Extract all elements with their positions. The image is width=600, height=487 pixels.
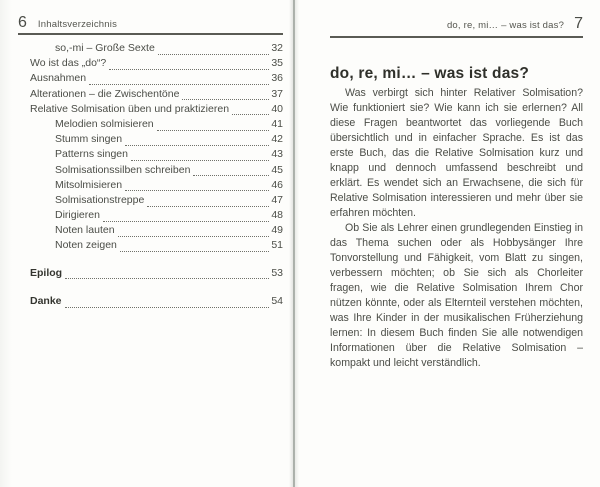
toc-leader-dots: [120, 251, 269, 252]
toc-entry-page-number: 42: [271, 133, 283, 146]
toc-entry: [30, 209, 283, 224]
toc-entry-page-number: 53: [271, 266, 283, 279]
chapter-paragraph: Was verbirgt sich hinter Relativer Solmisation? Wie funktioniert sie? Wie kann ich sie erlernen? All diese Fragen beantwortet das vorliegende Buch übersichtlich und in einfacher Sprache. Es ist das erste Buch, das die Relative Solmisation kurz und knapp und dennoch umfassend beschreibt und erklärt. Es wendet sich an Erwachsene, die sich für Relative Solmisation interessieren und mehr über sie erfahren möchten.: [330, 87, 583, 219]
toc-leader-dots: [232, 114, 269, 115]
right-header-rule: [330, 36, 583, 38]
toc-entry-label: Ausnahmen: [30, 72, 87, 85]
right-running-head: [330, 16, 583, 32]
left-running-head: [18, 15, 283, 31]
toc-entry: [30, 267, 283, 282]
toc-entry-label: Noten lauten: [55, 224, 115, 237]
chapter-paragraph: Ob Sie als Lehrer einen grundlegenden Einstieg in das Thema suchen oder als Hobbysänger Ihre Tonvorstellung und Fähigkeit, vom Blatt zu singen, verbessern möchten; ob Sie sich als Chorleiter fragen, wie die Relative Solmisation Ihrem Chor nützen könnte, oder als Elternteil verstehen möchten, was Ihre Kinder in der musikalischen Früherziehung lernen: In diesem Buch finden Sie alle notwendigen Informationen über die Relative Solmisation – kompakt und leicht verständlich.: [330, 222, 583, 369]
right-page-number: 7: [574, 15, 583, 32]
toc-entry-page-number: 36: [271, 72, 283, 85]
toc-entry: [30, 239, 283, 254]
toc-entry-label: Relative Solmisation üben und praktizieren: [30, 102, 230, 115]
left-header-rule: [18, 33, 283, 35]
toc-leader-dots: [118, 236, 270, 237]
right-running-head-title: do, re, mi… – was ist das?: [446, 20, 565, 31]
toc-entry-label: so,-mi – Große Sexte: [55, 42, 155, 54]
toc-leader-dots: [157, 130, 270, 131]
toc-entry-label: Solmisationssilben schreiben: [55, 163, 191, 176]
toc-entry-page-number: 35: [271, 57, 283, 70]
toc-entry: [30, 118, 283, 133]
toc-leader-dots: [131, 160, 269, 161]
toc-leader-dots: [89, 84, 269, 85]
toc-entry: [30, 164, 283, 179]
toc-entry-label: Patterns singen: [55, 148, 128, 161]
toc-entry-page-number: 40: [271, 102, 283, 115]
toc-entry: [30, 42, 283, 57]
left-page-number: 6: [18, 14, 27, 31]
toc-entry-page-number: 48: [271, 209, 283, 222]
toc-entry-label: Dirigieren: [55, 209, 100, 222]
toc-entry-label: Solmisationstreppe: [55, 193, 145, 206]
toc-leader-dots: [125, 190, 269, 191]
toc-leader-dots: [158, 54, 270, 55]
page-right-chapter: [294, 0, 600, 487]
toc-entry: [30, 194, 283, 209]
toc-entry-label: Stumm singen: [55, 133, 123, 146]
toc-leader-dots: [65, 278, 269, 279]
toc-entry: [30, 103, 283, 118]
table-of-contents: [30, 42, 283, 310]
toc-entry: [30, 88, 283, 103]
toc-leader-dots: [109, 69, 269, 70]
toc-entry-page-number: 45: [271, 163, 283, 176]
toc-leader-dots: [103, 221, 269, 222]
toc-entry-label: Danke: [30, 294, 62, 307]
toc-entry-label: Noten zeigen: [55, 239, 117, 252]
toc-entry-page-number: 49: [271, 224, 283, 237]
toc-entry-page-number: 41: [271, 117, 283, 130]
toc-entry: [30, 133, 283, 148]
toc-entry: [30, 148, 283, 163]
toc-entry: [30, 295, 283, 310]
toc-entry: [30, 224, 283, 239]
toc-entry-page-number: 32: [271, 42, 283, 54]
toc-leader-dots: [125, 145, 269, 146]
toc-leader-dots: [182, 99, 269, 100]
toc-entry-label: Alterationen – die Zwischentöne: [30, 87, 180, 100]
toc-leader-dots: [65, 307, 270, 308]
chapter-title: do, re, mi… – was ist das?: [330, 65, 530, 83]
toc-leader-dots: [193, 175, 269, 176]
toc-entry: [30, 179, 283, 194]
toc-entry-page-number: 51: [271, 239, 283, 252]
toc-entry-page-number: 54: [271, 294, 283, 307]
left-running-head-title: Inhaltsverzeichnis: [37, 19, 118, 30]
toc-entry: [30, 57, 283, 72]
toc-entry-label: Wo ist das „do“?: [30, 57, 107, 70]
chapter-body: [330, 86, 583, 371]
toc-entry-label: Melodien solmisieren: [55, 117, 154, 130]
toc-entry-page-number: 43: [271, 148, 283, 161]
toc-entry-page-number: 46: [271, 178, 283, 191]
toc-spacer: [30, 282, 283, 295]
toc-entry-page-number: 37: [271, 87, 283, 100]
toc-entry: [30, 72, 283, 87]
toc-leader-dots: [147, 206, 269, 207]
page-left-toc: [0, 0, 290, 487]
toc-entry-label: Mitsolmisieren: [55, 178, 123, 191]
toc-entry-label: Epilog: [30, 266, 63, 279]
toc-spacer: [30, 255, 283, 267]
toc-entry-page-number: 47: [271, 193, 283, 206]
